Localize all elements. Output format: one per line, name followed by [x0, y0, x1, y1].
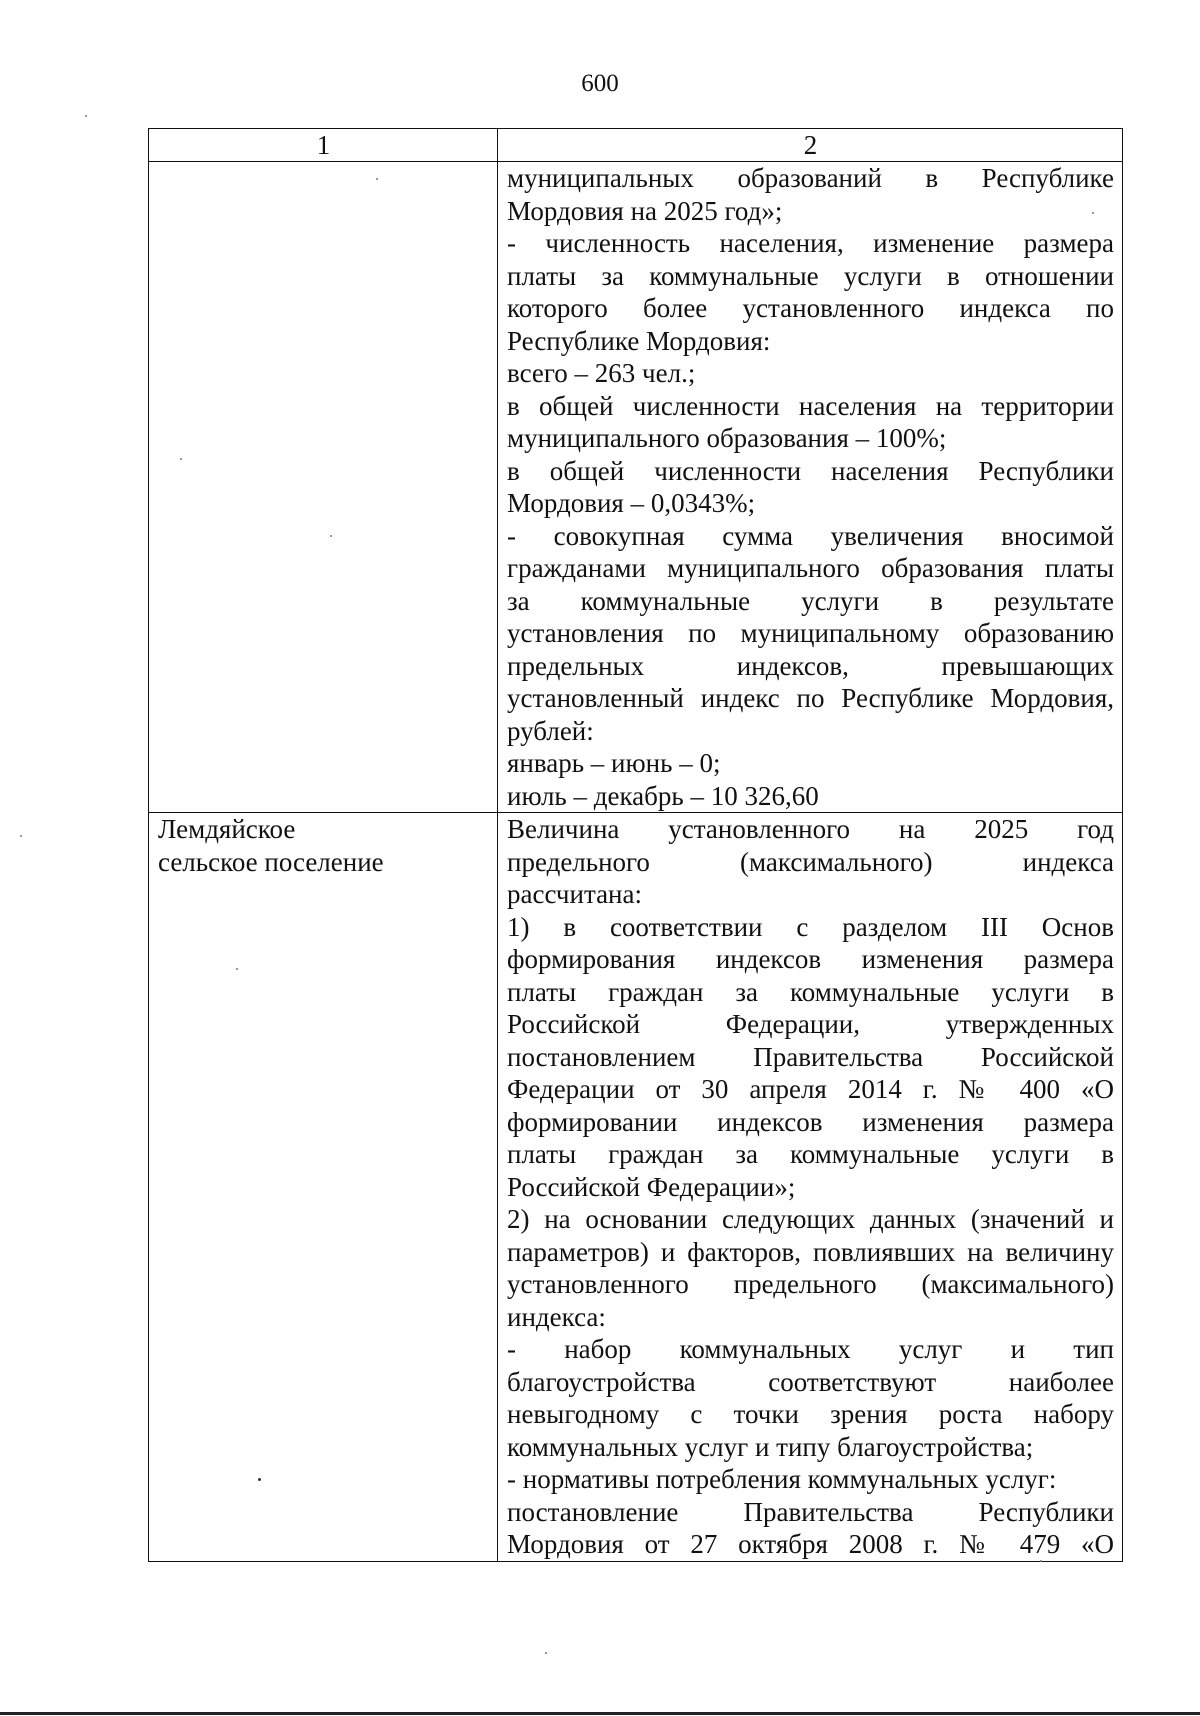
- text-line: невыгодному с точки зрения роста набору: [507, 1399, 1114, 1429]
- text-line: параметров) и факторов, повлиявших на величину: [507, 1236, 1114, 1267]
- text-line: январь – июнь – 0;: [507, 748, 721, 778]
- description-cell: [498, 813, 1123, 1562]
- text-line: установленный индекс по Республике Мордовия,: [507, 683, 1114, 713]
- table-row: [149, 162, 1123, 813]
- text-line: Мордовия на 2025 год»;: [507, 195, 783, 226]
- text-line: - численность населения, изменение размера: [507, 228, 1114, 258]
- table-row: [149, 813, 1123, 1562]
- column-header-2: 2: [498, 129, 1123, 162]
- scan-bottom-edge: [0, 1712, 1200, 1715]
- page-number: 600: [581, 70, 619, 97]
- text-line: платы граждан за коммунальные услуги в: [507, 1139, 1114, 1169]
- column-header-1: 1: [149, 129, 498, 162]
- text-line: которого более установленного индекса по: [507, 293, 1114, 323]
- municipality-cell: [149, 162, 498, 813]
- text-line: формировании индексов изменения размера: [507, 1106, 1114, 1137]
- text-line: рассчитана:: [507, 879, 642, 909]
- text-line: установленного предельного (максимального): [507, 1269, 1114, 1299]
- text-line: июль – декабрь – 10 326,60: [507, 780, 819, 811]
- text-line: предельного (максимального) индекса: [507, 846, 1114, 877]
- description-cell: [498, 162, 1123, 813]
- text-line: предельных индексов, превышающих: [507, 650, 1114, 681]
- text-line: муниципального образования – 100%;: [507, 423, 947, 453]
- text-line: постановлением Правительства Российской: [507, 1041, 1114, 1072]
- text-line: Величина установленного на 2025 год: [507, 814, 1114, 844]
- text-line: платы за коммунальные услуги в отношении: [507, 260, 1114, 291]
- text-line: - совокупная сумма увеличения вносимой: [507, 520, 1114, 551]
- text-line: индекса:: [507, 1301, 606, 1332]
- text-line: постановление Правительства Республики: [507, 1496, 1114, 1527]
- text-line: формирования индексов изменения размера: [507, 944, 1114, 974]
- text-line: установления по муниципальному образованию: [507, 618, 1114, 648]
- text-line: муниципальных образований в Республике: [507, 163, 1114, 193]
- text-line: - набор коммунальных услуг и тип: [507, 1334, 1114, 1364]
- text-line: в общей численности населения на территории: [507, 390, 1114, 421]
- text-line: рублей:: [507, 715, 594, 746]
- text-line: Федерации от 30 апреля 2014 г. № 400 «О: [507, 1074, 1114, 1104]
- text-line: Республике Мордовия:: [507, 325, 771, 356]
- text-line: всего – 263 чел.;: [507, 358, 696, 388]
- text-line: 2) на основании следующих данных (значений и: [507, 1204, 1114, 1234]
- document-table: [148, 128, 1123, 1562]
- text-line: - нормативы потребления коммунальных услуг:: [507, 1464, 1057, 1494]
- text-line: Мордовия – 0,0343%;: [507, 488, 756, 518]
- text-line: Российской Федерации»;: [507, 1171, 796, 1202]
- text-line: за коммунальные услуги в результате: [507, 585, 1114, 616]
- text-line: благоустройства соответствуют наиболее: [507, 1366, 1114, 1397]
- municipality-name-line: сельское поселение: [158, 846, 384, 877]
- table-header-row: [149, 129, 1123, 162]
- text-line: 1) в соответствии с разделом III Основ: [507, 911, 1114, 942]
- text-line: гражданами муниципального образования платы: [507, 553, 1114, 583]
- municipality-cell: [149, 813, 498, 1562]
- text-line: коммунальных услуг и типу благоустройства;: [507, 1431, 1034, 1462]
- municipality-name-line: Лемдяйское: [158, 814, 296, 844]
- text-line: Российской Федерации, утвержденных: [507, 1009, 1114, 1039]
- text-line: платы граждан за коммунальные услуги в: [507, 976, 1114, 1007]
- text-line: в общей численности населения Республики: [507, 455, 1114, 486]
- text-line: Мордовия от 27 октября 2008 г. № 479 «О: [507, 1529, 1114, 1559]
